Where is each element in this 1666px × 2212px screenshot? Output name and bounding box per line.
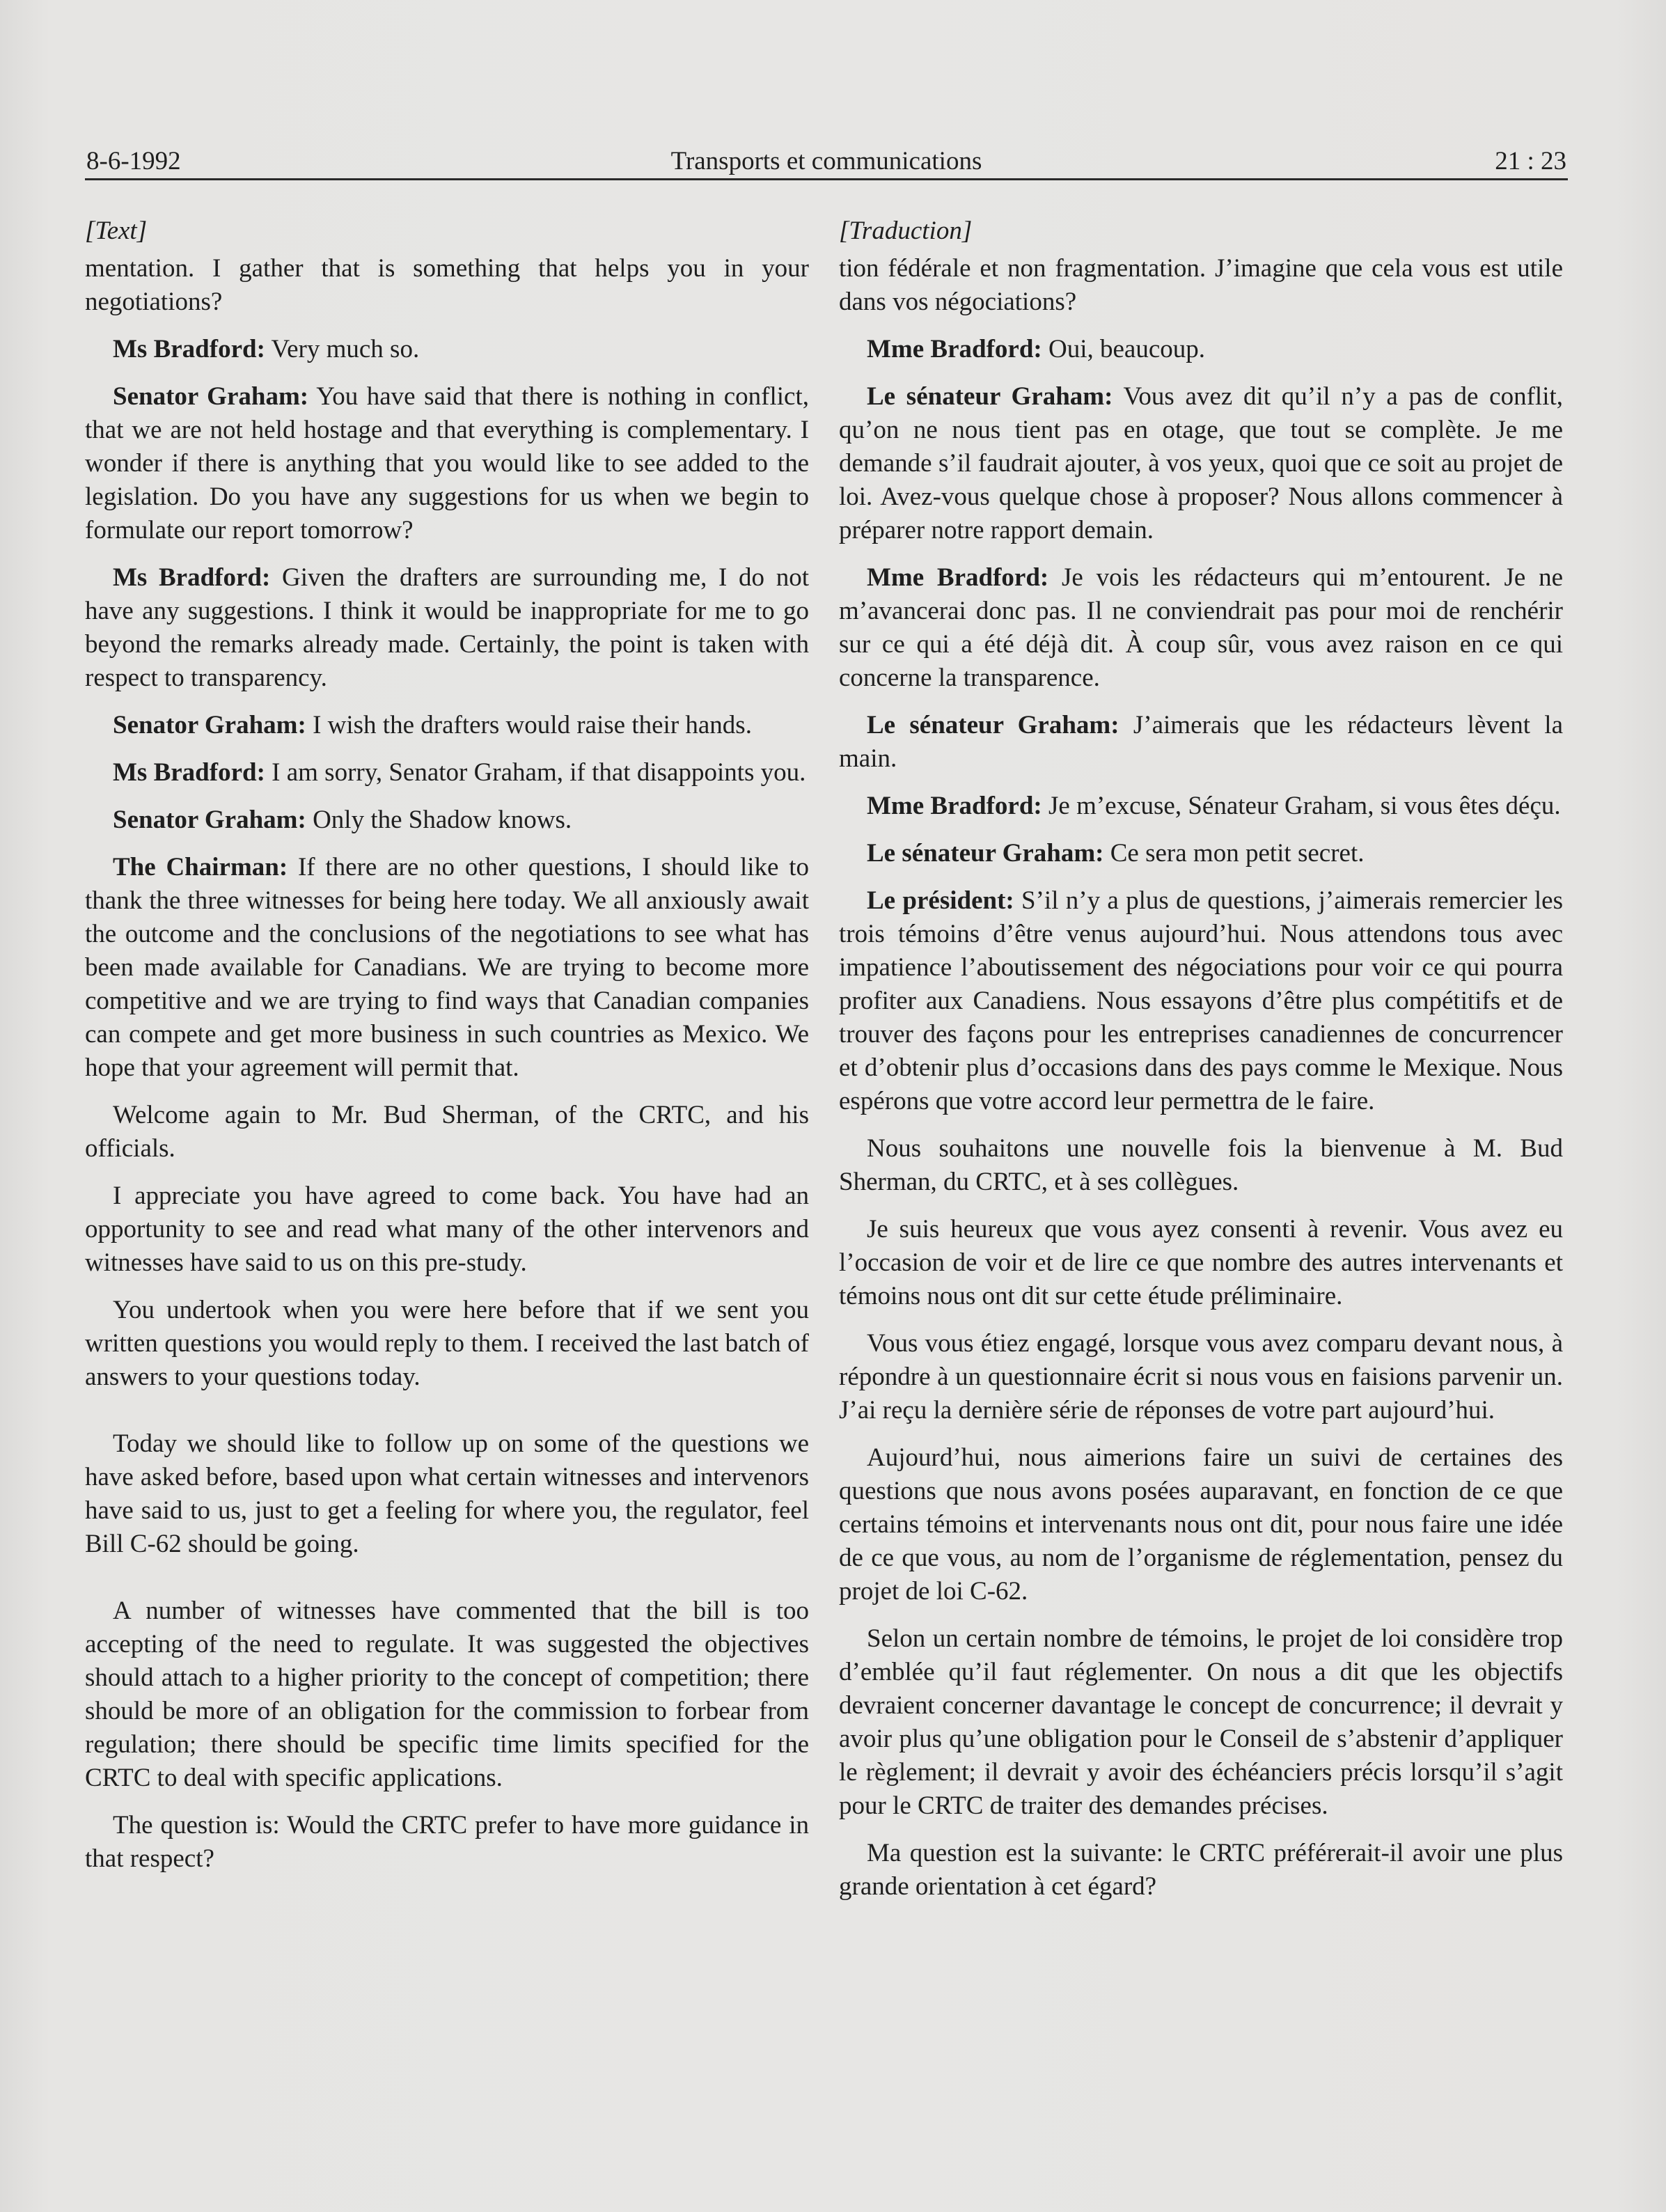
paragraph-text: mentation. I gather that is something that helps you in your negotiations?: [85, 254, 809, 316]
paragraph-text: Vous avez dit qu’il n’y a pas de conflit, qu’on ne nous tient pas en otage, que tout se complète. Je me demande s’il faudrait ajouter, à vos yeux, quoi que ce soit au projet de loi. Avez-vous quelque chose à proposer? Nous allons commencer à préparer notre rapport demain.: [839, 382, 1563, 544]
paragraph: [85, 1594, 809, 1795]
paragraph: [839, 790, 1563, 823]
paragraph-text: Ce sera mon petit secret.: [1103, 839, 1365, 868]
running-header: [85, 143, 1568, 180]
paragraph: [85, 252, 809, 319]
speaker-name: Ms Bradford:: [113, 335, 265, 363]
paragraph-text: If there are no other questions, I should like to thank the three witnesses for being here today. We all anxiously await the outcome and the conclusions of the negotiations to see what has been made available for Canadians. We are trying to become more competitive and we are trying to find ways that Canadian companies can compete and get more business in such countries as Mexico. We hope that your agreement will permit that.: [85, 853, 809, 1082]
paragraph-text: I appreciate you have agreed to come back. You have had an opportunity to see and read what many of the other intervenors and witnesses have said to us on this pre-study.: [85, 1182, 809, 1277]
paragraph: [85, 1099, 809, 1166]
paragraph-text: I wish the drafters would raise their hands.: [306, 711, 752, 739]
speaker-name: Le président:: [867, 886, 1014, 915]
paragraph-text: Today we should like to follow up on some of the questions we have asked before, based upon what certain witnesses and intervenors have said to us, just to get a feeling for where you, the regulator, feel Bill C-62 should be going.: [85, 1429, 809, 1558]
paragraph: [839, 333, 1563, 366]
speaker-name: Ms Bradford:: [113, 563, 271, 592]
header-date: 8-6-1992: [86, 147, 181, 175]
language-marker: [Text]: [85, 217, 148, 245]
paragraph-text: Nous souhaitons une nouvelle fois la bienvenue à M. Bud Sherman, du CRTC, et à ses collègues.: [839, 1134, 1563, 1196]
paragraph-text: Aujourd’hui, nous aimerions faire un suivi de certaines des questions que nous avons posées auparavant, en fonction de ce que certains témoins et intervenants nous ont dit, pour nous faire une idée de ce que vous, au nom de l’organisme de réglementation, pensez du projet de loi C-62.: [839, 1443, 1563, 1606]
paragraph-text: Je vois les rédacteurs qui m’entourent. Je ne m’avancerai donc pas. Il ne conviendrait pas pour moi de renchérir sur ce qui a été déjà dit. À coup sûr, vous avez raison en ce qui concerne la transparence.: [839, 563, 1563, 692]
paragraph-text: The question is: Would the CRTC prefer to have more guidance in that respect?: [85, 1811, 809, 1873]
paragraph-text: I am sorry, Senator Graham, if that disappoints you.: [265, 758, 806, 787]
paragraph: [839, 884, 1563, 1118]
header-page-number: 21 : 23: [1495, 147, 1566, 175]
speaker-name: Mme Bradford:: [867, 792, 1042, 820]
paragraph: [85, 561, 809, 695]
paragraph-text: Oui, beaucoup.: [1042, 335, 1206, 363]
paragraph-text: A number of witnesses have commented that the bill is too accepting of the need to regulate. It was suggested the objectives should attach to a higher priority to the concept of competition; there should be more of an obligation for the commission to forbear from regulation; there should be specific time limits specified for the CRTC to deal with specific applications.: [85, 1597, 809, 1792]
paragraph: [85, 1179, 809, 1280]
speaker-name: Le sénateur Graham:: [867, 839, 1104, 868]
paragraph: [839, 252, 1563, 319]
speaker-name: Mme Bradford:: [867, 335, 1042, 363]
speaker-name: Mme Bradford:: [867, 563, 1049, 592]
paragraph-text: Very much so.: [265, 335, 420, 363]
paragraph: [85, 1294, 809, 1394]
paragraph: [85, 709, 809, 742]
paragraph: [85, 803, 809, 837]
paragraph: [839, 561, 1563, 695]
paragraph: [839, 1622, 1563, 1823]
paragraph: [85, 1809, 809, 1876]
speaker-name: Senator Graham:: [113, 806, 306, 834]
paragraph: [839, 1441, 1563, 1608]
paragraph-text: S’il n’y a plus de questions, j’aimerais remercier les trois témoins d’être venus aujourd’hui. Nous attendons tous avec impatience l’aboutissement des négociations pour voir ce qui pourra profiter aux Canadiens. Nous essayons d’être plus compétitifs et de trouver des façons pour les entreprises canadiennes de concurrencer et d’obtenir plus d’occasions dans des pays comme le Mexique. Nous espérons que votre accord leur permettra de le faire.: [839, 886, 1563, 1115]
paragraph-text: Je suis heureux que vous ayez consenti à revenir. Vous avez eu l’occasion de voir et de lire ce que nombre des autres intervenants et témoins nous ont dit sur cette étude préliminaire.: [839, 1215, 1563, 1310]
paragraph: [839, 709, 1563, 776]
paragraph-text: You undertook when you were here before that if we sent you written questions you would reply to them. I received the last batch of answers to your questions today.: [85, 1296, 809, 1391]
speaker-name: Senator Graham:: [113, 711, 306, 739]
paragraph-text: Selon un certain nombre de témoins, le projet de loi considère trop d’emblée qu’il faut réglementer. On nous a dit que les objectifs devraient concerner davantage le concept de concurrence; il devrait y avoir plus qu’une obligation pour le Conseil de s’abstenir d’appliquer le règlement; il devrait y avoir des échéanciers précis lorsqu’il s’agit pour le CRTC de traiter des demandes précises.: [839, 1624, 1563, 1820]
paragraph-text: Vous vous étiez engagé, lorsque vous avez comparu devant nous, à répondre à un questionnaire écrit si nous vous en faisions parvenir un. J’ai reçu la dernière série de réponses de votre part aujourd’hui.: [839, 1329, 1563, 1425]
french-column: [839, 214, 1563, 1917]
paragraph-text: Only the Shadow knows.: [306, 806, 572, 834]
paragraph: [839, 1837, 1563, 1904]
paragraph: [839, 837, 1563, 870]
paragraph-text: Welcome again to Mr. Bud Sherman, of the CRTC, and his officials.: [85, 1101, 809, 1163]
paragraph-text: Ma question est la suivante: le CRTC préférerait-il avoir une plus grande orientation à cet égard?: [839, 1839, 1563, 1901]
speaker-name: Senator Graham:: [113, 382, 309, 411]
language-marker: [Traduction]: [839, 217, 973, 245]
paragraph: [85, 333, 809, 366]
paragraph-text: Je m’excuse, Sénateur Graham, si vous êtes déçu.: [1042, 792, 1561, 820]
paragraph-text: You have said that there is nothing in conflict, that we are not held hostage and that everything is complementary. I wonder if there is anything that you would like to see added to the legislation. Do you have any suggestions for us when we begin to formulate our report tomorrow?: [85, 382, 809, 544]
speaker-name: The Chairman:: [113, 853, 288, 881]
paragraph: [85, 851, 809, 1085]
paragraph: [839, 1213, 1563, 1313]
speaker-name: Ms Bradford:: [113, 758, 265, 787]
header-title: Transports et communications: [670, 147, 982, 175]
paragraph: [85, 1427, 809, 1561]
paragraph: [839, 1327, 1563, 1427]
english-column: [85, 214, 809, 1890]
paragraph: [85, 380, 809, 547]
speaker-name: Le sénateur Graham:: [867, 382, 1113, 411]
paragraph-text: J’aimerais que les rédacteurs lèvent la main.: [839, 711, 1563, 773]
paragraph-text: Given the drafters are surrounding me, I do not have any suggestions. I think it would be inappropriate for me to go beyond the remarks already made. Certainly, the point is taken with respect to transparency.: [85, 563, 809, 692]
speaker-name: Le sénateur Graham:: [867, 711, 1119, 739]
paragraph: [839, 1132, 1563, 1199]
paragraph: [85, 756, 809, 790]
paragraph-text: tion fédérale et non fragmentation. J’imagine que cela vous est utile dans vos négociations?: [839, 254, 1563, 316]
paragraph: [839, 380, 1563, 547]
